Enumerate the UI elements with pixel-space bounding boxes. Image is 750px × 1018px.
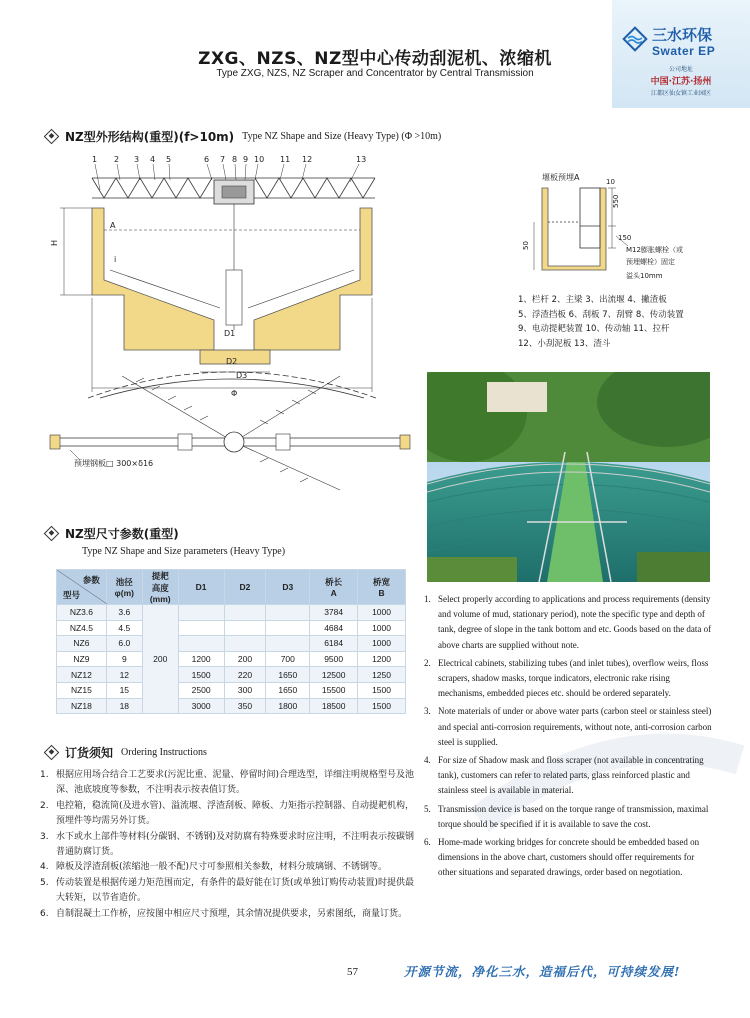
table-row (57, 698, 406, 714)
part-number: 9 (243, 155, 249, 164)
cell-diameter: 6.0 (106, 636, 142, 652)
diamond-bullet-icon (44, 526, 60, 542)
size-subtitle: Type NZ Shape and Size parameters (Heavy Type) (82, 546, 286, 557)
part-number: 3 (134, 155, 140, 164)
cell-bridge-length: 9500 (310, 651, 358, 667)
list-item: 2. Electrical cabinets, stabilizing tubes (and inlet tubes), overflow weirs, floss scrapers, shadow masks, torque indicators, electronic rake rising mechanisms, embedded pieces etc. should be ordered separately. (424, 657, 709, 699)
cell-diameter: 3.6 (106, 605, 142, 621)
detail-top-label: 堰板预埋A (542, 173, 580, 182)
cell-bridge-length: 15500 (310, 682, 358, 698)
structure-title-cn: NZ型外形结构(重型)(f>10m) (65, 130, 235, 144)
cell-diameter: 18 (106, 698, 142, 714)
part-number: 10 (254, 155, 265, 164)
logo-name-en: Swater EP (652, 44, 716, 58)
cell-d3: 1650 (266, 682, 310, 698)
size-title-cn: NZ型尺寸参数(重型) (65, 527, 179, 541)
list-item: 2. 电控箱，稳流筒(及进水管)、溢流堰、浮渣刮板、障板、力矩指示控制器、自动提耙机构，预埋件等均需另外订货。 (40, 800, 415, 827)
column-header: D2 (224, 570, 266, 605)
logo-address-label: 公司地址 (668, 66, 693, 73)
list-item: 3. Note materials of under or above water parts (carbon steel or stainless steel) and special anti-corrosion requirements, without note, anti-corrosion carbon steel is supplied. (424, 706, 712, 747)
part-number: 1 (92, 155, 98, 164)
label-phi: Φ (231, 389, 238, 398)
cell-d2: 200 (224, 651, 266, 667)
order-section-heading (46, 744, 207, 761)
cell-bridge-width: 1500 (358, 682, 406, 698)
order-instructions-cn (40, 768, 416, 922)
detail-dim-10: 10 (606, 178, 615, 186)
cell-bridge-length: 12500 (310, 667, 358, 683)
cell-d3 (266, 605, 310, 621)
cell-bridge-width: 1200 (358, 651, 406, 667)
detail-dim-550: 550 (612, 194, 620, 208)
column-header: 桥宽 B (358, 570, 406, 605)
label-a: A (110, 221, 116, 230)
detail-bolt-label-2: 预埋螺栓）固定 (626, 258, 675, 266)
logo-address-region: 中国·江苏·扬州 (650, 77, 712, 87)
cell-diameter: 9 (106, 651, 142, 667)
part-number: 5 (166, 155, 172, 164)
page-subtitle: Type ZXG, NZS, NZ Scraper and Concentrator by Central Transmission (216, 68, 534, 79)
size-section-heading (46, 525, 179, 542)
table-row (57, 620, 406, 636)
column-header: 提耙 高度 (mm) (142, 570, 178, 605)
list-item: 3. 水下或水上部件等材料(分碳钢、不锈钢)及对防腐有特殊要求时应注明，不注明表示按碳钢普通防腐订货。 (40, 831, 415, 858)
cell-model: NZ3.6 (57, 605, 107, 621)
cell-diameter: 12 (106, 667, 142, 683)
cell-model: NZ6 (57, 636, 107, 652)
company-logo (612, 0, 750, 108)
cell-d3 (266, 620, 310, 636)
part-number: 8 (232, 155, 238, 164)
part-number: 4 (150, 155, 156, 164)
label-d2: D2 (226, 357, 238, 366)
table-row (57, 651, 406, 667)
cell-d1 (178, 620, 224, 636)
corner-param-label: 参数 (82, 575, 100, 585)
diamond-bullet-icon (44, 129, 60, 145)
cell-bridge-width: 1000 (358, 620, 406, 636)
diamond-bullet-icon (44, 745, 60, 761)
label-d3: D3 (236, 371, 248, 380)
cell-bridge-width: 1500 (358, 698, 406, 714)
list-item: 6. 自制混凝土工作桥，应按图中相应尺寸预埋，其余情况提供要求，另索图纸，商量订货。 (40, 908, 408, 919)
list-item: 4. 障板及浮渣刮板(浓缩池一般不配)尺寸可参照相关参数，材料分玻璃钢、不锈钢等。 (40, 862, 388, 873)
cell-bridge-width: 1250 (358, 667, 406, 683)
cell-d2 (224, 605, 266, 621)
list-item: 5. Transmission device is based on the torque range of transmission, maximal torque should be specified if it is available to save the cost. (424, 803, 709, 829)
cell-d2 (224, 636, 266, 652)
part-number: 7 (220, 155, 226, 164)
detail-size-label: 溢头10mm (626, 272, 663, 280)
cell-model: NZ15 (57, 682, 107, 698)
order-title-cn: 订货须知 (65, 746, 114, 760)
part-number: 11 (280, 155, 291, 164)
cell-d3 (266, 636, 310, 652)
detail-dim-50: 50 (522, 241, 530, 250)
cell-d3: 700 (266, 651, 310, 667)
cell-d1 (178, 636, 224, 652)
cell-bridge-length: 18500 (310, 698, 358, 714)
list-item: 6. Home-made working bridges for concrete should be embedded based on dimensions in the above chart, customers should offer requirements for other situations and separated drawings, order based on negotiation. (424, 837, 700, 878)
installation-photo (427, 372, 710, 582)
cell-d1: 3000 (178, 698, 224, 714)
cell-bridge-length: 6184 (310, 636, 358, 652)
part-number: 13 (356, 155, 367, 164)
logo-name-cn: 三水环保 (652, 26, 713, 44)
structure-title-en: Type NZ Shape and Size (Heavy Type) (Φ >10m) (242, 131, 442, 142)
cell-d2: 220 (224, 667, 266, 683)
cell-diameter: 15 (106, 682, 142, 698)
page-title: ZXG、NZS、NZ型中心传动刮泥机、浓缩机 (198, 49, 552, 69)
elevation-plan-drawing (40, 150, 420, 520)
part-number: 2 (114, 155, 120, 164)
cell-d1: 2500 (178, 682, 224, 698)
corner-header-cell (57, 570, 107, 605)
cell-d1: 1200 (178, 651, 224, 667)
table-row (57, 605, 406, 621)
logo-diamond-icon (622, 26, 648, 52)
cell-d1 (178, 605, 224, 621)
cell-diameter: 4.5 (106, 620, 142, 636)
embedded-plate-label: 预埋钢板□ 300×δ16 (74, 459, 154, 468)
cell-bridge-width: 1000 (358, 636, 406, 652)
order-instructions-en (424, 592, 714, 884)
detail-dim-150: 150 (618, 234, 632, 242)
table-row (57, 636, 406, 652)
weir-detail-drawing (518, 166, 708, 292)
label-d1: D1 (224, 329, 236, 338)
table-header-row (57, 570, 406, 605)
logo-address-detail: 江都区仙女镇工业园区 (650, 90, 711, 97)
cell-model: NZ18 (57, 698, 107, 714)
cell-bridge-length: 4684 (310, 620, 358, 636)
cell-bridge-length: 3784 (310, 605, 358, 621)
cell-bridge-width: 1000 (358, 605, 406, 621)
page-number: 57 (347, 966, 358, 978)
cell-d2: 300 (224, 682, 266, 698)
list-item: 1. Select properly according to applications and process requirements (density and volume of mud, stationary period), note the specific type and depth of tank, degree of slope in the tank bottom and etc. Goods based on the data of above charts are supplied without note. (424, 594, 712, 650)
cell-lift-height: 200 (142, 605, 178, 714)
table-row (57, 667, 406, 683)
cell-d2: 350 (224, 698, 266, 714)
cell-d3: 1650 (266, 667, 310, 683)
cell-d3: 1800 (266, 698, 310, 714)
detail-bolt-label: M12膨胀螺栓（或 (626, 246, 683, 254)
footer-slogan: 开源节流，净化三水，造福后代，可持续发展! (404, 964, 681, 979)
column-header: 桥长 A (310, 570, 358, 605)
table-row (57, 682, 406, 698)
part-number: 12 (302, 155, 313, 164)
spec-table (56, 569, 406, 714)
list-item: 1. 根据应用场合结合工艺要求(污泥比重、泥量、停留时间)合理选型，详细注明规格型号及池深、池底坡度等参数，不注明表示按表值订货。 (40, 770, 415, 796)
list-item: 4. For size of Shadow mask and floss scraper (not available in concentrating tank), customers can refer to related parts, glass reinforced plastic and stainless steel is available in material. (424, 755, 704, 796)
cell-d2 (224, 620, 266, 636)
label-i: i (114, 255, 117, 264)
cell-model: NZ4.5 (57, 620, 107, 636)
column-header: 池径 φ(m) (106, 570, 142, 605)
order-title-en: Ordering Instructions (121, 747, 207, 758)
legend-line: 5、浮渣挡板 6、刮板 7、刮臂 8、传动装置 (518, 309, 684, 320)
part-number: 6 (204, 155, 210, 164)
legend-line: 12、小刮泥板 13、渣斗 (518, 338, 611, 349)
legend-line: 9、电动提耙装置 10、传动轴 11、拉杆 (518, 324, 670, 334)
parts-legend (518, 293, 718, 351)
structure-section-heading (46, 128, 441, 145)
cell-model: NZ12 (57, 667, 107, 683)
corner-model-label: 型号 (63, 590, 81, 600)
cell-d1: 1500 (178, 667, 224, 683)
column-header: D3 (266, 570, 310, 605)
list-item: 5. 传动装置是根据传递力矩范围而定，有条件的最好能在订货(或单独订购传动装置)时提供最大转矩，以节省造价。 (40, 877, 415, 904)
label-h: H (50, 239, 59, 246)
legend-line: 1、栏杆 2、主梁 3、出流堰 4、撇渣板 (518, 295, 667, 305)
cell-model: NZ9 (57, 651, 107, 667)
column-header: D1 (178, 570, 224, 605)
